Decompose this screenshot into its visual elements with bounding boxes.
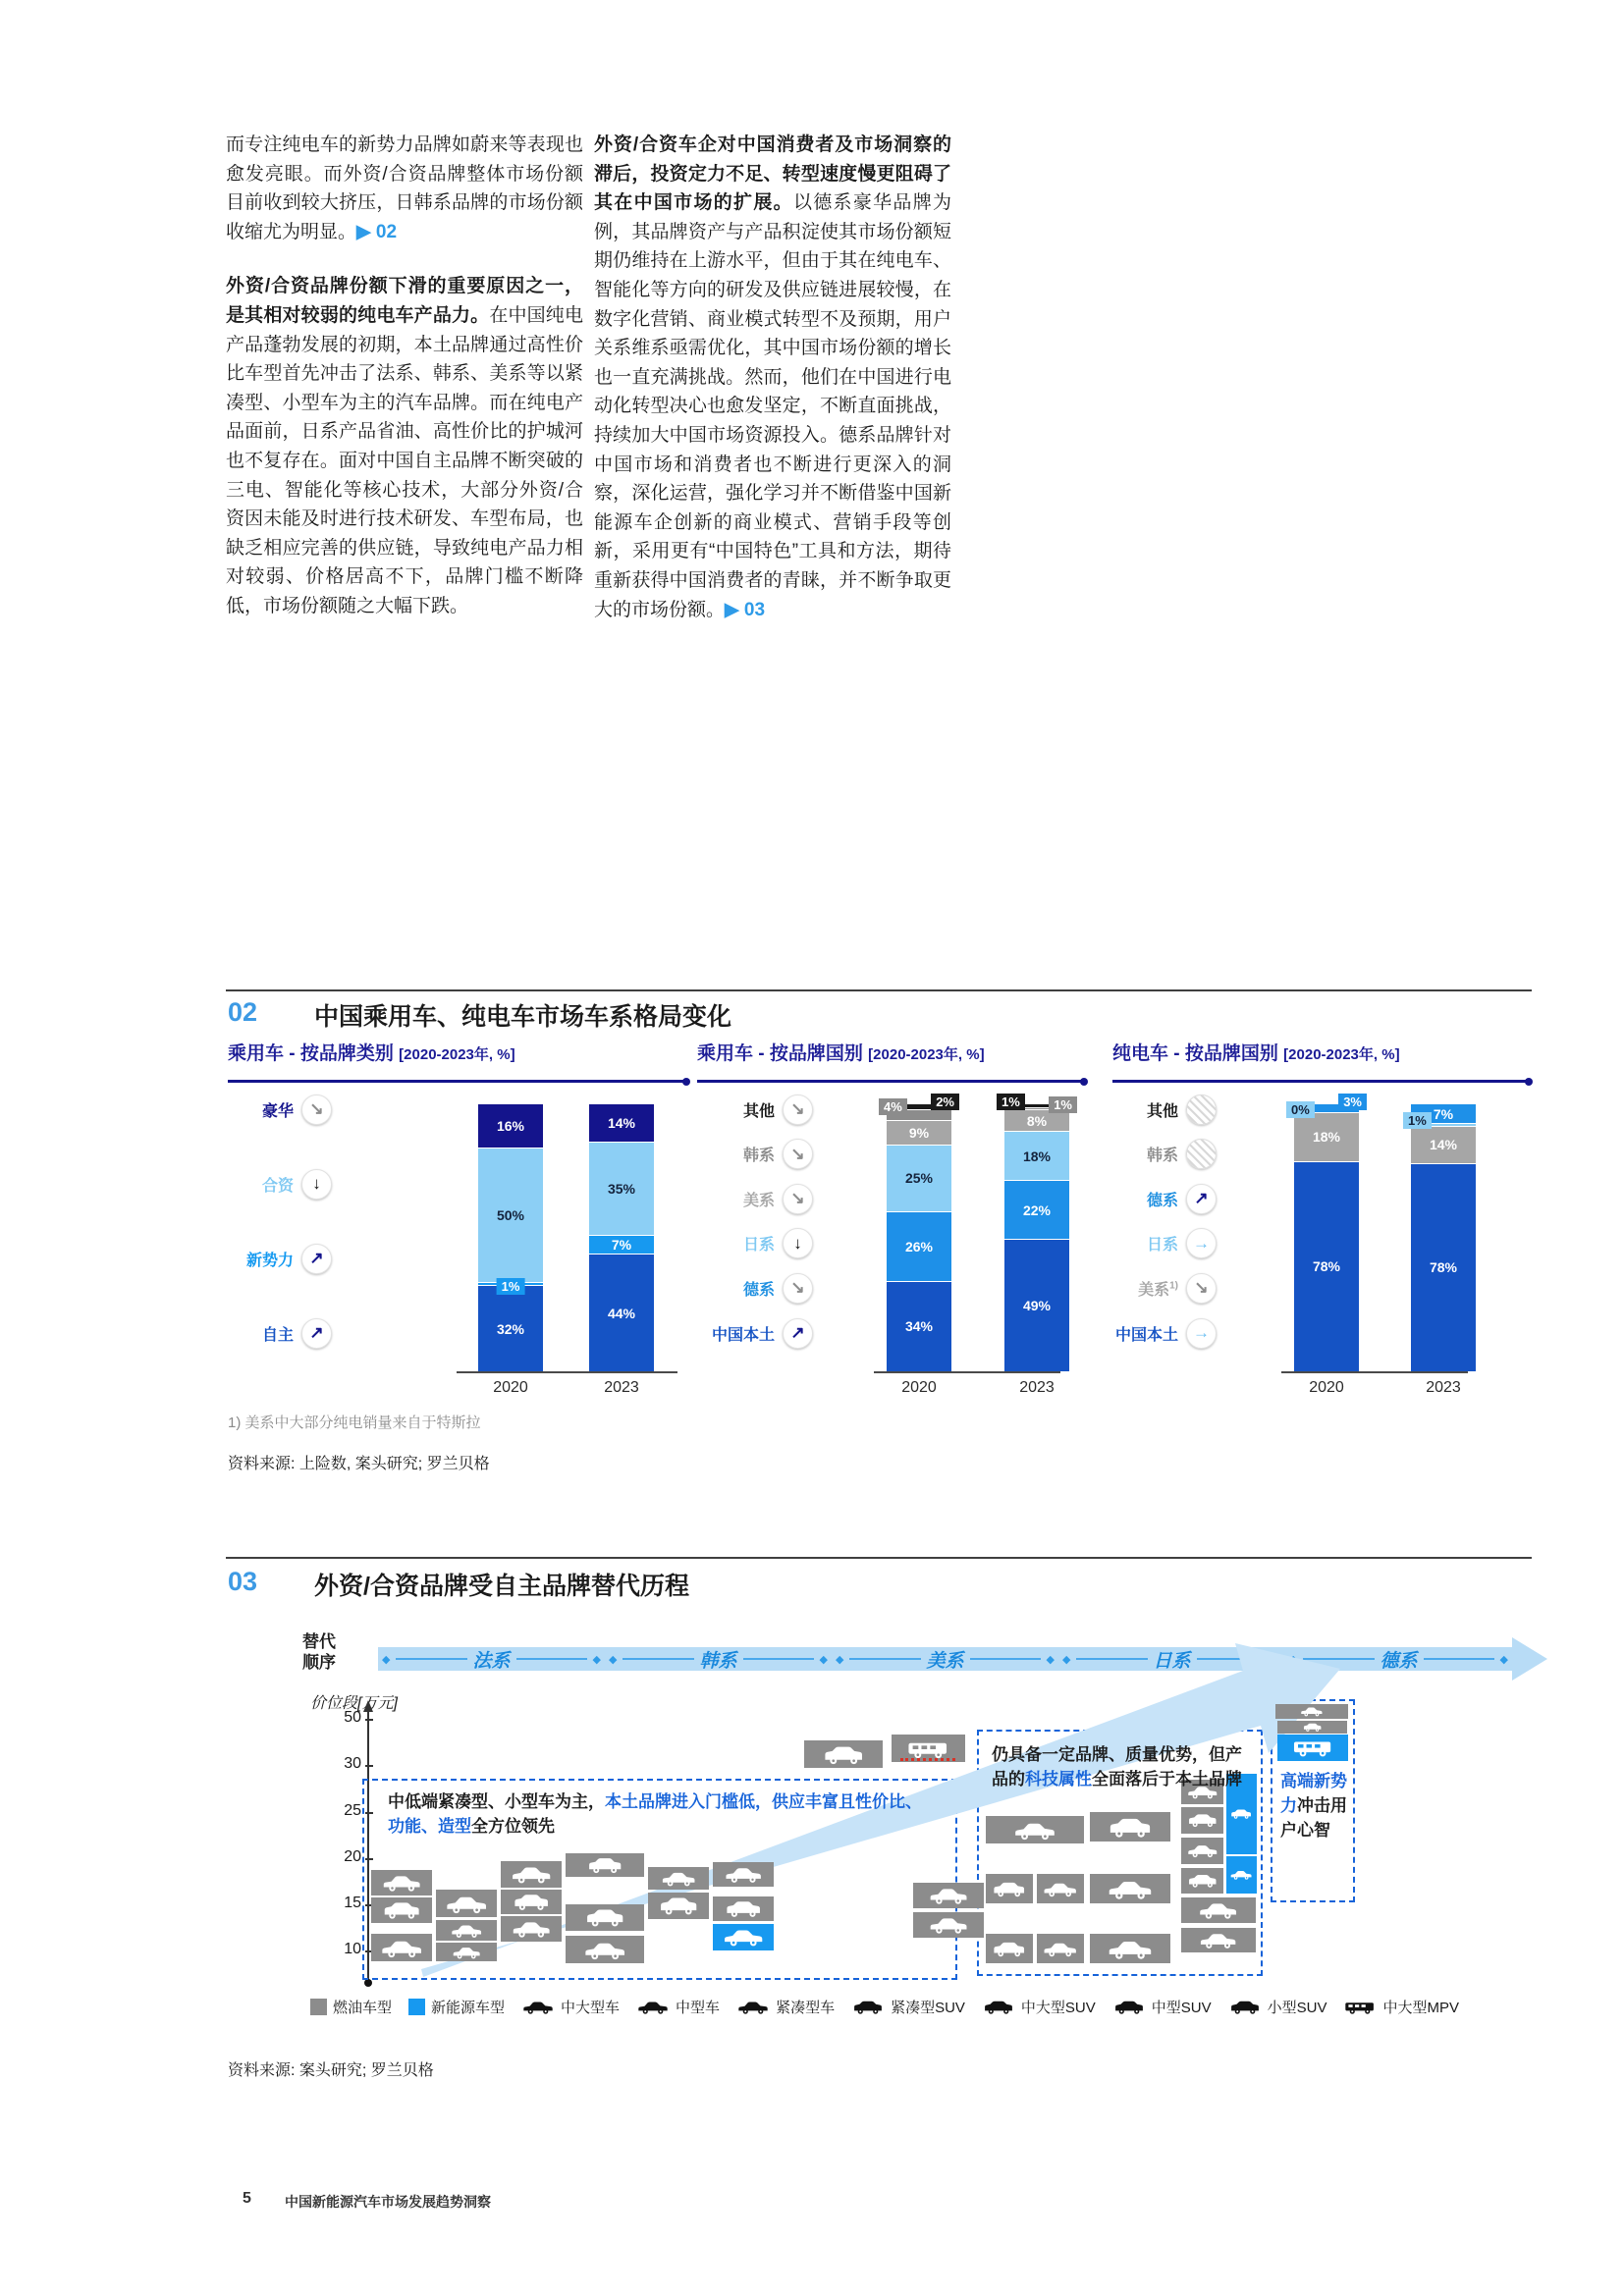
vehicle-tile-ev [1277, 1735, 1348, 1761]
car-icon [1189, 1899, 1247, 1920]
phase2-annotation [992, 1742, 1251, 1791]
exhibit-02-source: 资料来源: 上险数, 案头研究; 罗兰贝格 [228, 1456, 490, 1472]
vehicle-tile [371, 1934, 432, 1961]
series-label: 其他 [1146, 1102, 1178, 1120]
series-label-row [1112, 1318, 1217, 1348]
suv-icon [1186, 1870, 1219, 1891]
car-icon [1099, 1937, 1162, 1961]
suv-icon [574, 1906, 635, 1928]
suv-icon [655, 1895, 702, 1916]
legend-label: 中型SUV [1151, 2000, 1212, 2016]
exhibit-03-number: 03 [228, 1567, 258, 1596]
trend-down-arrow-icon: ↓ [783, 1228, 813, 1258]
bar-segment: 18% [1004, 1131, 1069, 1179]
suv-icon [1285, 1722, 1339, 1733]
vehicle-tile-ev [1226, 1856, 1257, 1894]
footer-title: 中国新能源汽车市场发展趋势洞察 [285, 2194, 491, 2210]
trend-arrow-shape [226, 1629, 1532, 2091]
subchart-1 [228, 1039, 692, 1431]
vehicle-tile [1181, 1838, 1223, 1864]
year-label: 2023 [604, 1379, 639, 1396]
text-run: 外资/合资品牌份额下滑的重要原因之一，是其相对较弱的纯电车产品力。 [226, 276, 583, 326]
brand-name: 德系 [1380, 1650, 1418, 1672]
series-label: 新势力 [245, 1252, 294, 1269]
car-icon [1186, 1840, 1219, 1861]
series-label-row [228, 1318, 332, 1348]
vehicle-tile [436, 1943, 497, 1961]
legend-label: 中型车 [676, 2000, 721, 2016]
vehicle-tile [713, 1862, 774, 1887]
text-run: 冲击用户心智 [1280, 1796, 1347, 1840]
vehicle-tile [1275, 1704, 1348, 1719]
vehicle-tile [648, 1893, 709, 1919]
car-icon [443, 1893, 490, 1915]
trend-up-right-arrow-icon: ↗ [301, 1318, 332, 1349]
paragraph [594, 131, 951, 624]
trend-right-arrow-icon: → [1186, 1318, 1217, 1349]
text-run: 仍具备一定品牌、质量优势，但产品的 [992, 1745, 1242, 1789]
car-icon [1042, 1877, 1078, 1901]
vehicle-tile [1181, 1868, 1223, 1894]
car-icon [997, 1819, 1073, 1842]
series-label: 德系 [1146, 1192, 1178, 1209]
legend-label: 新能源车型 [431, 2000, 506, 2016]
legend-label: 中大型SUV [1020, 2000, 1096, 2016]
subchart-underline [228, 1080, 687, 1083]
trend-up-right-arrow-icon: ↗ [783, 1318, 813, 1349]
series-label-row [697, 1273, 813, 1303]
series-label: 美系 [742, 1192, 775, 1209]
segment-callout: 1% [497, 1278, 525, 1295]
vehicle-tile [1181, 1928, 1256, 1952]
car-icon [508, 1863, 555, 1885]
series-label: 豪华 [261, 1102, 294, 1120]
hatch-circle-icon [1186, 1095, 1217, 1125]
bar-segment: 26% [887, 1211, 951, 1281]
suv-icon [508, 1892, 555, 1912]
price-tick-label: 20 [324, 1848, 361, 1866]
series-label: 日系 [1146, 1237, 1178, 1255]
series-label: 德系 [742, 1281, 775, 1299]
series-label-row [1112, 1184, 1217, 1213]
vehicle-tile [1181, 1897, 1256, 1923]
segment-callout: 2% [931, 1094, 959, 1110]
diamond-icon: ◆ [1499, 1653, 1509, 1666]
divider [226, 989, 1532, 991]
car-icon [574, 1939, 635, 1961]
van-icon [1285, 1736, 1340, 1758]
baseline-axis [1281, 1371, 1468, 1373]
trend-down-right-arrow-icon: ↘ [301, 1095, 332, 1125]
subchart-2 [697, 1039, 1090, 1431]
text-run: 本土品牌进入门槛低，供应丰富且性价比、功能、造型 [388, 1792, 922, 1836]
vehicle-tile [1181, 1807, 1223, 1834]
bar-segment: 8% [1004, 1109, 1069, 1131]
intro-left-column [226, 131, 583, 647]
bar-segment: 49% [1004, 1239, 1069, 1371]
diamond-icon: ◆ [382, 1653, 391, 1666]
car-icon [921, 1885, 976, 1905]
text-run: 而专注纯电车的新势力品牌如蔚来等表现也愈发亮眼。而外资/合资品牌整体市场份额目前收到较大挤压，日韩系品牌的市场份额收缩尤为明显。 [226, 134, 583, 242]
vehicle-tile [566, 1904, 644, 1931]
subchart-bracket: [2020-2023年, %] [868, 1046, 985, 1063]
intro-right-column [594, 131, 951, 650]
series-label-row [697, 1184, 813, 1213]
diamond-icon: ◆ [609, 1653, 618, 1666]
text-run: 高端新势力 [1280, 1772, 1347, 1815]
baseline-axis [874, 1371, 1060, 1373]
series-label-row [1112, 1273, 1217, 1303]
vehicle-tile [986, 1816, 1084, 1843]
car-icon [720, 1926, 767, 1948]
exhibit-03-title: 外资/合资品牌受自主品牌替代历程 [314, 1573, 689, 1600]
series-label-row [228, 1169, 332, 1199]
bar-segment: 18% [1294, 1112, 1359, 1160]
suv-icon [720, 1898, 767, 1919]
vehicle-tile [986, 1874, 1033, 1903]
vehicle-tile [913, 1883, 984, 1908]
segment-callout: 1% [997, 1094, 1025, 1110]
car-icon [443, 1945, 490, 1960]
series-label-row [1112, 1140, 1217, 1169]
bar-segment: 25% [887, 1145, 951, 1211]
text-run: 全方位领先 [471, 1817, 555, 1836]
vehicle-tile [1090, 1874, 1170, 1903]
suv-icon [991, 1937, 1027, 1961]
price-tick-label: 25 [324, 1802, 361, 1820]
year-label: 2020 [493, 1379, 528, 1396]
series-label: 合资 [261, 1177, 294, 1195]
car-icon [1283, 1705, 1340, 1717]
vehicle-tile [892, 1735, 965, 1762]
diamond-icon: ◆ [836, 1653, 844, 1666]
price-tick-label: 30 [324, 1755, 361, 1773]
phase3-annotation [1280, 1769, 1349, 1842]
series-label-row [1112, 1095, 1217, 1124]
vehicle-tile [501, 1890, 562, 1914]
price-tick-label: 10 [324, 1941, 361, 1958]
car-icon [720, 1864, 767, 1885]
bar-segment: 14% [589, 1104, 654, 1142]
year-label: 2020 [1309, 1379, 1344, 1396]
car-icon [921, 1914, 976, 1935]
bar-segment: 35% [589, 1142, 654, 1235]
paragraph [226, 272, 583, 620]
series-label-row [697, 1318, 813, 1348]
suv-icon [574, 1855, 635, 1875]
text-run: ▶ 03 [725, 599, 766, 620]
series-label: 中国本土 [711, 1326, 775, 1344]
car-icon [508, 1918, 555, 1939]
legend-label: 中大型MPV [1382, 2000, 1459, 2016]
segment-callout: 0% [1286, 1101, 1315, 1118]
vehicle-tile [648, 1867, 709, 1890]
brand-name: 韩系 [699, 1650, 737, 1672]
trend-down-right-arrow-icon: ↘ [783, 1139, 813, 1169]
legend-label: 紧凑型SUV [891, 2000, 965, 2016]
text-run: 在中国纯电产品蓬勃发展的初期，本土品牌通过高性价比车型首先冲击了法系、韩系、美系等以紧凑型、小型车为主的汽车品牌。而在纯电产品面前，日系产品省油、高性价比的护城河也不复存在。面对中国自主品牌不断突破的三电、智能化等核心技术，大部分外资/合资因未能及时进行技术研发、车型布局，也缺乏相应完善的供应链，导致纯电产品力相对较弱、价格居高不下，品牌门槛不断降低，市场份额随之大幅下跌。 [226, 304, 583, 616]
series-label-row [228, 1244, 332, 1273]
car-icon [1099, 1877, 1162, 1901]
series-label-row [697, 1095, 813, 1124]
bar-segment: 50% [478, 1148, 543, 1282]
phase1-annotation [388, 1789, 930, 1839]
vehicle-tile [501, 1861, 562, 1888]
series-label: 自主 [261, 1326, 294, 1344]
stacked-bar-2023 [1001, 1095, 1072, 1371]
legend-label: 小型SUV [1267, 2000, 1327, 2016]
car-icon [378, 1872, 425, 1893]
series-label: 中国本土 [1114, 1326, 1178, 1344]
vehicle-tile [713, 1896, 774, 1921]
text-run: 科技属性 [1025, 1770, 1092, 1789]
vehicle-tile [566, 1853, 644, 1877]
car-icon [443, 1922, 490, 1939]
trend-up-right-arrow-icon: ↗ [301, 1244, 332, 1274]
diamond-icon: ◆ [1062, 1653, 1071, 1666]
car-icon [1229, 1859, 1253, 1890]
brand-name: 日系 [1153, 1650, 1191, 1672]
bar-segment: 22% [1004, 1180, 1069, 1239]
trend-down-arrow-icon: ↓ [301, 1169, 332, 1200]
suv-icon [1099, 1815, 1162, 1840]
van-icon [899, 1737, 957, 1760]
series-label-row [697, 1229, 813, 1258]
bar-segment: 14% [1411, 1126, 1476, 1163]
bar-segment: 16% [478, 1104, 543, 1148]
vehicle-tile [1277, 1721, 1347, 1734]
substitution-order-label: 替代顺序 [302, 1632, 336, 1672]
vehicle-tile [566, 1936, 644, 1963]
series-label: 日系 [742, 1237, 775, 1255]
segment-callout: 4% [879, 1098, 907, 1115]
stacked-bar-2023 [589, 1104, 654, 1371]
stacked-bar-2020 [478, 1104, 543, 1371]
exhibit-03-figure [226, 1629, 1532, 2091]
vehicle-tile [436, 1920, 497, 1941]
suv-icon [813, 1743, 874, 1766]
exhibit-02-title: 中国乘用车、纯电车市场车系格局变化 [314, 1003, 732, 1031]
vehicle-tile [501, 1916, 562, 1942]
text-run: ▶ 02 [356, 221, 398, 242]
car-icon [378, 1937, 425, 1959]
subchart-underline [697, 1080, 1085, 1083]
car-icon [1189, 1930, 1247, 1950]
price-tick-label: 15 [324, 1895, 361, 1912]
vehicle-tile [1090, 1934, 1170, 1963]
suv-icon [1186, 1809, 1219, 1831]
stacked-bar-2023 [1408, 1104, 1476, 1371]
exhibit-03-source: 资料来源: 案头研究; 罗兰贝格 [228, 2062, 434, 2079]
text-run: 外资/合资车企对中国消费者及市场洞察的滞后，投资定力不足、转型速度慢更阻碍了其在中国市场的扩展。 [594, 134, 951, 214]
text-run: 中低端紧凑型、小型车为主， [388, 1792, 605, 1811]
baseline-axis [457, 1371, 677, 1373]
bar-segment: 44% [589, 1254, 654, 1371]
trend-down-right-arrow-icon: ↘ [783, 1095, 813, 1125]
year-label: 2023 [1426, 1379, 1461, 1396]
subchart-bracket: [2020-2023年, %] [1283, 1046, 1400, 1063]
series-label: 美系$^{1)}$ [1138, 1280, 1178, 1299]
trend-down-right-arrow-icon: ↘ [783, 1273, 813, 1304]
bar-segment: 78% [1411, 1163, 1476, 1371]
vehicle-tile [986, 1934, 1033, 1963]
price-axis-label: 价位段[万元] [310, 1695, 398, 1712]
subchart-3 [1112, 1039, 1535, 1431]
stacked-bar-2020 [1291, 1095, 1362, 1371]
subchart-title: 乘用车 - 按品牌类别 [2020-2023年, %] [228, 1043, 515, 1064]
stacked-bar-2020 [884, 1095, 954, 1371]
text-run: 以德系豪华品牌为例，其品牌资产与产品积淀使其市场份额短期仍维持在上游水平，但由于其在纯电车、智能化等方向的研发及供应链进展较慢，在数字化营销、商业模式转型不及预期，用户关系维系亟需优化，其中国市场份额的增长也一直充满挑战。然而，他们在中国进行电动化转型决心也愈发坚定，不断直面挑战，持续加大中国市场资源投入。德系品牌针对中国市场和消费者也不断进行更深入的洞察，深化运营，强化学习并不断借鉴中国新能源车企创新的商业模式、营销手段等创新，采用更有“中国特色”工具和方法，期待重新获得中国消费者的青睐，并不断争取更大的市场份额。 [594, 192, 951, 620]
segment-callout: 3% [1338, 1094, 1367, 1110]
brand-name: 美系 [926, 1650, 964, 1672]
page-number: 5 [243, 2190, 251, 2207]
trend-up-right-arrow-icon: ↗ [1186, 1184, 1217, 1214]
vehicle-tile-ev [713, 1924, 774, 1950]
text-run: 全面落后于本土品牌 [1092, 1770, 1242, 1789]
paragraph [226, 131, 583, 246]
bar-segment: 7% [1411, 1104, 1476, 1123]
car-icon [1042, 1937, 1078, 1961]
vehicle-tile [1037, 1934, 1084, 1963]
diamond-icon: ◆ [1046, 1653, 1056, 1666]
legend-label: 燃油车型 [333, 2000, 393, 2016]
trend-right-arrow-icon: → [1186, 1228, 1217, 1258]
segment-callout: 1% [1049, 1096, 1077, 1113]
diamond-icon: ◆ [819, 1653, 829, 1666]
trend-down-right-arrow-icon: ↘ [1186, 1273, 1217, 1304]
segment-callout: 1% [1403, 1112, 1432, 1129]
suv-icon [991, 1877, 1027, 1901]
series-label-row [697, 1140, 813, 1169]
vehicle-tile [436, 1890, 497, 1917]
bar-segment: 34% [887, 1281, 951, 1371]
price-tick-label: 50 [324, 1709, 361, 1727]
bar-segment: 78% [1294, 1161, 1359, 1371]
car-icon [655, 1869, 702, 1888]
trend-down-right-arrow-icon: ↘ [783, 1184, 813, 1214]
series-label-row [228, 1095, 332, 1124]
vehicle-tile [804, 1740, 883, 1768]
subchart-title: 乘用车 - 按品牌国别 [2020-2023年, %] [697, 1043, 985, 1064]
subchart-underline [1112, 1080, 1530, 1083]
legend-label: 紧凑型车 [776, 2000, 836, 2016]
vehicle-tile [371, 1897, 432, 1923]
series-label: 韩系 [742, 1148, 775, 1165]
bar-segment: 9% [887, 1120, 951, 1144]
series-label: 韩系 [1146, 1148, 1178, 1165]
bar-segment: 32% [478, 1285, 543, 1371]
brand-name: 法系 [472, 1650, 511, 1672]
vehicle-tile [913, 1912, 984, 1938]
year-label: 2020 [901, 1379, 937, 1396]
exhibit-02-number: 02 [228, 997, 258, 1027]
legend-label: 中大型车 [561, 2000, 621, 2016]
divider [226, 1557, 1532, 1559]
series-label: 其他 [742, 1102, 775, 1120]
subchart-bracket: [2020-2023年, %] [399, 1046, 515, 1063]
subchart-title: 纯电车 - 按品牌国别 [2020-2023年, %] [1112, 1043, 1400, 1064]
vehicle-tile [1037, 1874, 1084, 1903]
series-label-row [1112, 1229, 1217, 1258]
bar-segment: 7% [589, 1235, 654, 1254]
vehicle-tile [1090, 1812, 1170, 1842]
diamond-icon: ◆ [592, 1653, 602, 1666]
suv-icon [378, 1899, 425, 1920]
vehicle-tile [371, 1870, 432, 1896]
exhibit-02-footnote: 1) 美系中大部分纯电销量来自于特斯拉 [228, 1415, 481, 1431]
year-label: 2023 [1019, 1379, 1055, 1396]
hatch-circle-icon [1186, 1139, 1217, 1169]
